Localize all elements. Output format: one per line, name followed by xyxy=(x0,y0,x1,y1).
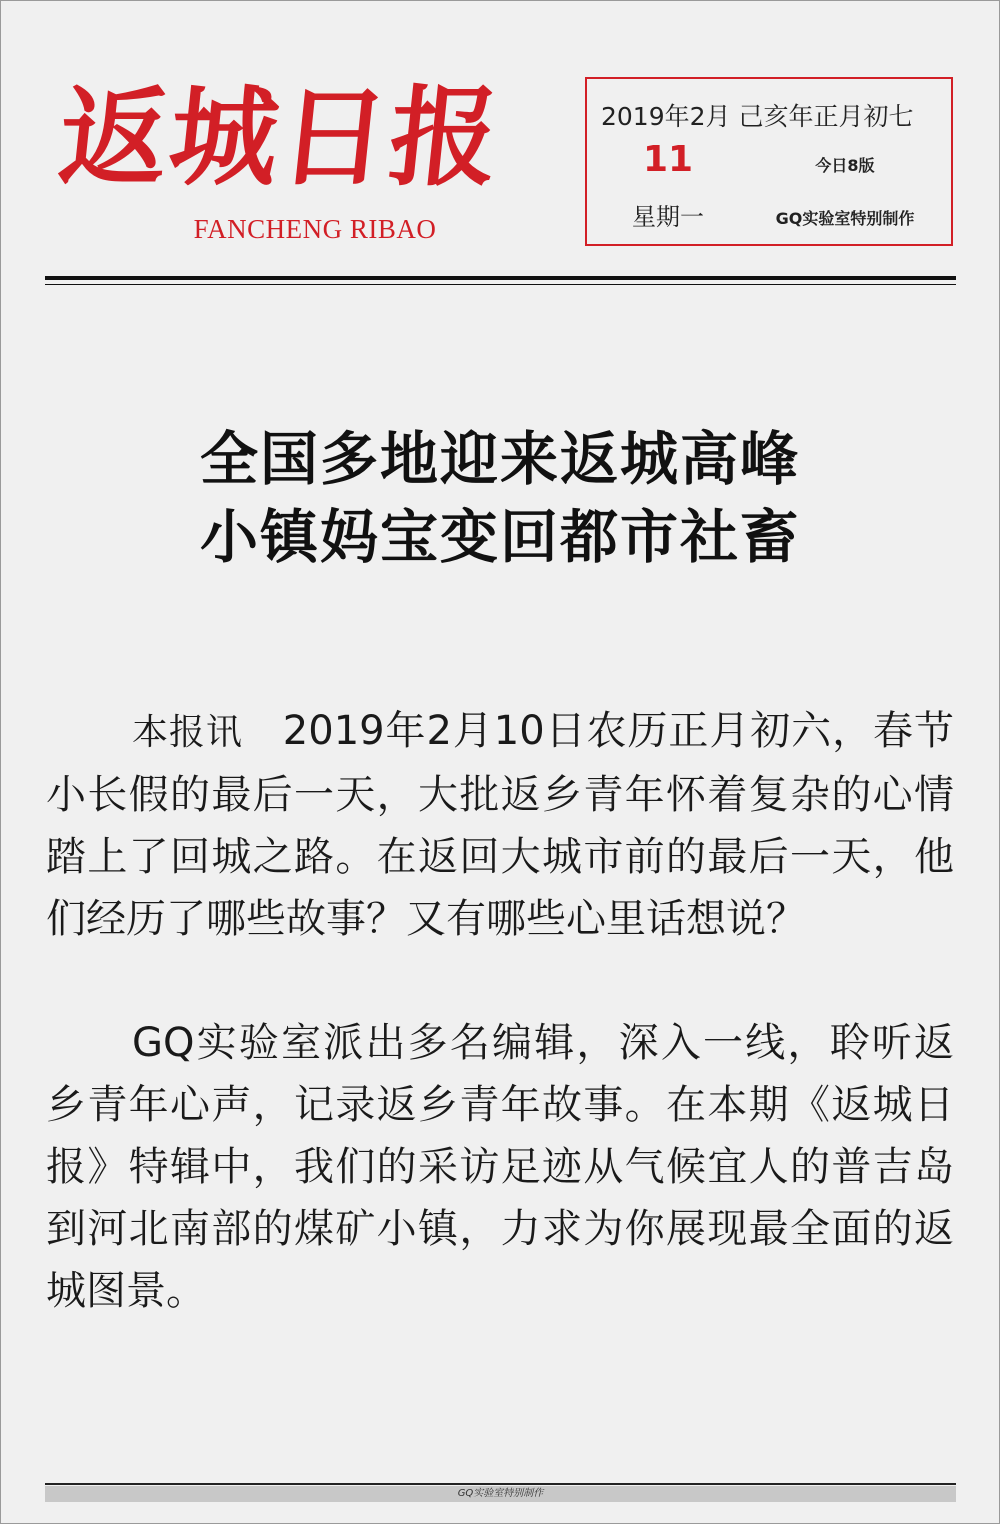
page-count: 今日8版 xyxy=(815,156,875,175)
date-box xyxy=(585,77,953,246)
masthead-pinyin: FANCHENG RIBAO xyxy=(193,214,437,244)
masthead-title: 返城日报 xyxy=(53,75,507,201)
masthead-rule-thin xyxy=(45,284,956,285)
paragraph-2-text: GQ实验室派出多名编辑，深入一线，聆听返乡青年心声，记录返乡青年故事。在本期《返城日报》特辑中，我们的采访足迹从气候宜人的普吉岛到河北南部的煤矿小镇，力求为你展现最全面的返城图景。 xyxy=(46,1020,954,1314)
headline-line-1: 全国多地迎来返城高峰 xyxy=(199,425,800,493)
producer-credit: GQ实验室特别制作 xyxy=(775,209,915,228)
headline xyxy=(60,420,940,576)
masthead-rule-thick xyxy=(45,276,956,280)
issue-day-number: 11 xyxy=(642,139,694,180)
footer-rule xyxy=(45,1483,956,1485)
paragraph-1-text: 2019年2月10日农历正月初六，春节小长假的最后一天，大批返乡青年怀着复杂的心情踏上了回城之路。在返回大城市前的最后一天，他们经历了哪些故事？又有哪些心里话想说？ xyxy=(46,708,954,942)
article-paragraph-2 xyxy=(46,1012,954,1322)
article-body xyxy=(46,700,954,1384)
headline-line-2: 小镇妈宝变回都市社畜 xyxy=(199,503,800,571)
dateline: 本报讯 xyxy=(132,712,243,753)
issue-date: 2019年2月 己亥年正月初七 xyxy=(601,102,914,131)
footer-credit: GQ实验室特别制作 xyxy=(45,1486,956,1502)
article-paragraph-1 xyxy=(46,700,954,950)
issue-weekday: 星期一 xyxy=(632,203,704,231)
